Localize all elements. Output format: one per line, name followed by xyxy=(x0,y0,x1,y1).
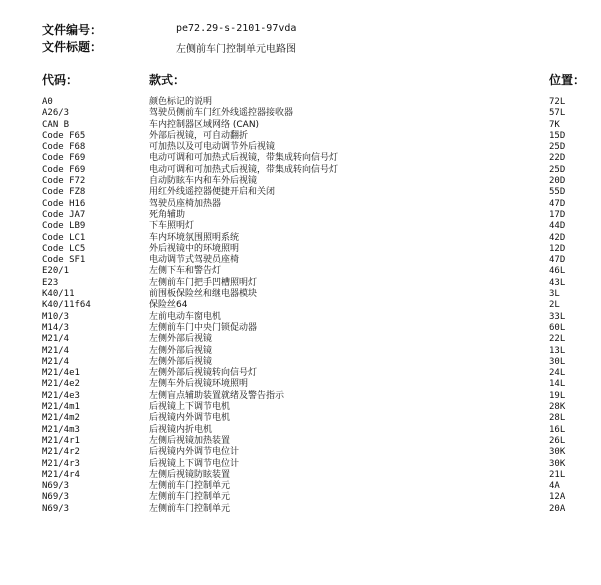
component-position: 12D xyxy=(549,243,566,254)
component-position: 26L xyxy=(549,435,566,446)
table-row xyxy=(0,459,601,470)
table-row xyxy=(0,210,601,221)
table-row xyxy=(0,357,601,368)
component-description: 颜色标记的说明 xyxy=(149,97,213,107)
table-row xyxy=(0,153,601,164)
doc-number-label: 文件编号： xyxy=(42,23,103,37)
component-description: 左侧前车门中央门锁促动器 xyxy=(149,322,258,333)
component-code: Code LC5 xyxy=(42,243,86,254)
component-description: 车内环境氛围照明系统 xyxy=(149,232,240,243)
table-row xyxy=(0,300,601,311)
component-code: Code SF1 xyxy=(42,255,86,266)
component-description: 左侧后视镜加热装置 xyxy=(149,435,231,446)
component-description: 左侧车外后视镜环境照明 xyxy=(149,379,249,390)
table-row xyxy=(0,289,601,300)
component-code: M21/4r4 xyxy=(42,469,80,480)
table-row xyxy=(0,120,601,131)
component-position: 30K xyxy=(549,447,566,458)
component-description: 后视镜内折电机 xyxy=(149,424,213,435)
component-description: 左侧前车门把手凹槽照明灯 xyxy=(149,277,258,288)
component-code: M21/4e3 xyxy=(42,390,80,401)
table-row xyxy=(0,481,601,492)
component-code: E23 xyxy=(42,277,59,288)
component-position: 15D xyxy=(549,130,566,141)
table-row xyxy=(0,334,601,345)
component-description: 驾驶员侧前车门红外线遥控器接收器 xyxy=(149,108,294,119)
component-code: M21/4r2 xyxy=(42,447,80,458)
component-position: 55D xyxy=(549,187,566,198)
component-code: A26/3 xyxy=(42,108,70,119)
component-code: CAN B xyxy=(42,119,70,130)
table-row xyxy=(0,379,601,390)
column-header-code: 代码： xyxy=(42,73,79,87)
component-code: K40/11f64 xyxy=(42,300,91,311)
component-description: 左侧前车门控制单元 xyxy=(149,492,231,503)
component-position: 25D xyxy=(549,142,566,153)
table-row xyxy=(0,187,601,198)
component-code: N69/3 xyxy=(42,503,70,514)
component-position: 47D xyxy=(549,198,566,209)
table-row xyxy=(0,436,601,447)
component-description: 用红外线遥控器便捷开启和关闭 xyxy=(149,187,276,198)
component-code: E20/1 xyxy=(42,266,70,277)
component-description: 外后视镜中的环境照明 xyxy=(149,243,240,254)
component-description: 左侧前车门控制单元 xyxy=(149,503,231,514)
component-description: 驾驶员座椅加热器 xyxy=(149,198,222,209)
component-position: 42D xyxy=(549,232,566,243)
component-code: M21/4r3 xyxy=(42,458,80,469)
component-description: 左侧前车门控制单元 xyxy=(149,481,231,492)
component-code: Code FZ8 xyxy=(42,187,86,198)
component-description: 左侧盲点辅助装置就绪及警告指示 xyxy=(149,390,285,401)
component-position: 20A xyxy=(549,503,566,514)
component-position: 7K xyxy=(549,119,560,130)
component-code: A0 xyxy=(42,97,53,107)
component-description: 左侧外部后视镜转向信号灯 xyxy=(149,368,258,379)
component-code: Code LB9 xyxy=(42,221,86,232)
component-description: 保险丝64 xyxy=(149,300,188,311)
component-position: 22D xyxy=(549,153,566,164)
component-code: Code F69 xyxy=(42,164,86,175)
table-row xyxy=(0,176,601,187)
component-description: 后视镜内外调节电机 xyxy=(149,413,231,424)
table-row xyxy=(0,221,601,232)
component-description: 前围板保险丝和继电器模块 xyxy=(149,289,258,300)
component-code: M21/4r1 xyxy=(42,435,80,446)
table-row xyxy=(0,142,601,153)
component-description: 后视镜上下调节电位计 xyxy=(149,458,240,469)
component-description: 左前电动车窗电机 xyxy=(149,311,222,322)
table-row xyxy=(0,131,601,142)
table-row xyxy=(0,504,601,515)
component-description: 外部后视镜，可自动翻折 xyxy=(149,130,249,141)
component-code: Code F69 xyxy=(42,153,86,164)
component-description: 左侧后视镜防眩装置 xyxy=(149,469,231,480)
component-position: 44D xyxy=(549,221,566,232)
component-code: Code F68 xyxy=(42,142,86,153)
component-description: 自动防眩车内和车外后视镜 xyxy=(149,176,258,187)
component-position: 24L xyxy=(549,368,566,379)
component-position: 22L xyxy=(549,334,566,345)
component-position: 46L xyxy=(549,266,566,277)
table-row xyxy=(0,413,601,424)
table-row xyxy=(0,108,601,119)
component-code: M21/4e1 xyxy=(42,368,80,379)
table-row xyxy=(0,425,601,436)
component-code: N69/3 xyxy=(42,481,70,492)
doc-number-value: pe72.29-s-2101-97vda xyxy=(176,23,297,34)
component-position: 12A xyxy=(549,492,566,503)
component-code: M10/3 xyxy=(42,311,70,322)
table-row xyxy=(0,244,601,255)
component-description: 后视镜内外调节电位计 xyxy=(149,447,240,458)
component-description: 电动调节式驾驶员座椅 xyxy=(149,255,240,266)
table-row xyxy=(0,97,601,108)
component-description: 左侧下车和警告灯 xyxy=(149,266,222,277)
component-position: 4A xyxy=(549,481,560,492)
table-row xyxy=(0,199,601,210)
component-description: 电动可调和可加热式后视镜，带集成转向信号灯 xyxy=(149,164,339,175)
component-position: 57L xyxy=(549,108,566,119)
table-row xyxy=(0,165,601,176)
component-table xyxy=(0,97,601,515)
component-position: 14L xyxy=(549,379,566,390)
component-position: 16L xyxy=(549,424,566,435)
table-row xyxy=(0,323,601,334)
component-position: 33L xyxy=(549,311,566,322)
component-code: M21/4m2 xyxy=(42,413,80,424)
doc-title-value: 左侧前车门控制单元电路图 xyxy=(176,44,296,55)
table-row xyxy=(0,492,601,503)
table-row xyxy=(0,447,601,458)
component-code: M21/4 xyxy=(42,334,70,345)
component-code: Code F72 xyxy=(42,176,86,187)
component-position: 28K xyxy=(549,402,566,413)
component-position: 43L xyxy=(549,277,566,288)
component-position: 17D xyxy=(549,209,566,220)
doc-title-label: 文件标题： xyxy=(42,40,103,54)
component-position: 21L xyxy=(549,469,566,480)
table-row xyxy=(0,391,601,402)
table-row xyxy=(0,402,601,413)
column-header-position: 位置： xyxy=(549,73,586,87)
component-position: 72L xyxy=(549,97,566,107)
component-code: N69/3 xyxy=(42,492,70,503)
component-position: 60L xyxy=(549,322,566,333)
component-code: Code JA7 xyxy=(42,209,86,220)
component-description: 下车照明灯 xyxy=(149,221,195,232)
component-description: 可加热以及可电动调节外后视镜 xyxy=(149,142,276,153)
table-row xyxy=(0,470,601,481)
component-position: 25D xyxy=(549,164,566,175)
component-code: M14/3 xyxy=(42,322,70,333)
component-code: M21/4 xyxy=(42,356,70,367)
component-position: 13L xyxy=(549,345,566,356)
component-position: 30L xyxy=(549,356,566,367)
component-description: 后视镜上下调节电机 xyxy=(149,402,231,413)
component-description: 左侧外部后视镜 xyxy=(149,356,213,367)
component-code: Code LC1 xyxy=(42,232,86,243)
component-description: 车内控制器区域网络 (CAN) xyxy=(149,119,260,130)
table-row xyxy=(0,278,601,289)
table-row xyxy=(0,255,601,266)
component-description: 左侧外部后视镜 xyxy=(149,345,213,356)
component-position: 47D xyxy=(549,255,566,266)
component-code: Code F65 xyxy=(42,130,86,141)
component-description: 死角辅助 xyxy=(149,209,186,220)
component-code: M21/4m1 xyxy=(42,402,80,413)
component-position: 30K xyxy=(549,458,566,469)
component-description: 左侧外部后视镜 xyxy=(149,334,213,345)
component-code: M21/4m3 xyxy=(42,424,80,435)
component-position: 19L xyxy=(549,390,566,401)
table-row xyxy=(0,312,601,323)
component-code: K40/11 xyxy=(42,289,75,300)
component-code: M21/4e2 xyxy=(42,379,80,390)
table-row xyxy=(0,346,601,357)
component-code: Code H16 xyxy=(42,198,86,209)
table-row xyxy=(0,368,601,379)
table-row xyxy=(0,266,601,277)
component-description: 电动可调和可加热式后视镜，带集成转向信号灯 xyxy=(149,153,339,164)
component-position: 20D xyxy=(549,176,566,187)
component-position: 3L xyxy=(549,289,560,300)
component-position: 28L xyxy=(549,413,566,424)
column-header-description: 款式： xyxy=(149,73,186,87)
table-row xyxy=(0,233,601,244)
component-code: M21/4 xyxy=(42,345,70,356)
component-position: 2L xyxy=(549,300,560,311)
